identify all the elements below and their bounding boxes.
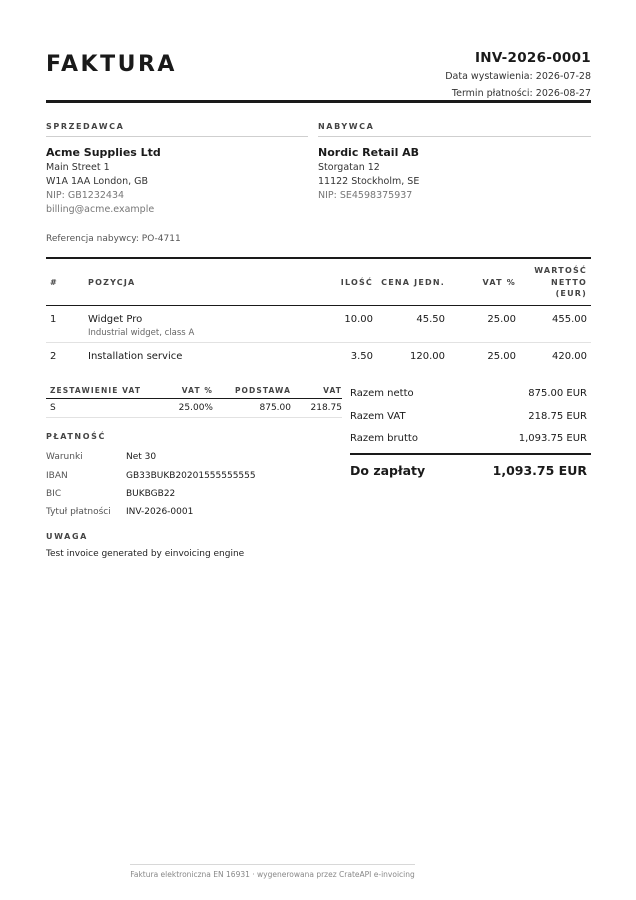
item-net-value: 420.00 [552,351,587,362]
amount-due-value: 1,093.75 EUR [492,462,587,478]
vat-category: S [50,403,56,413]
vat-column-category: ZESTAWIENIE VAT [50,386,142,395]
total-vat-row [350,406,591,429]
seller-address-line1: Main Street 1 [46,162,110,173]
column-header-vat: VAT % [482,278,516,287]
total-net-row [350,383,591,406]
vat-column-base: PODSTAWA [234,386,291,395]
due-date-label: Termin płatności: [451,88,533,99]
table-row [46,306,591,343]
seller-label: SPRZEDAWCA [46,122,308,137]
seller-tax-id: NIP: GB1232434 [46,190,125,201]
totals-block [350,383,591,483]
seller-address-line2: W1A 1AA London, GB [46,176,149,187]
total-vat-value: 218.75 EUR [528,410,587,422]
total-net-value: 875.00 EUR [528,388,587,399]
item-quantity: 10.00 [344,314,373,325]
buyer-label: NABYWCA [318,122,591,137]
line-items-table [46,257,591,369]
item-quantity: 3.50 [350,351,373,362]
bic-value: BUKBGB22 [126,489,176,499]
note-text: Test invoice generated by einvoicing engine [46,549,245,559]
item-name: Widget Pro [88,314,143,325]
table-row [46,343,591,369]
column-header-position: POZYCJA [88,278,136,287]
vat-summary-row [46,399,342,418]
iban-label: IBAN [46,471,68,481]
item-unit-price: 45.50 [416,314,445,325]
column-header-unit-price: CENA JEDN. [381,278,445,287]
item-vat-rate: 25.00 [487,314,516,325]
iban-value: GB33BUKB20201555555555 [126,471,256,481]
payment-title-label: Tytuł płatności [46,507,111,517]
vat-base: 875.00 [259,403,291,413]
vat-summary-header [46,382,342,399]
item-net-value: 455.00 [552,314,587,325]
header-divider [46,100,591,103]
buyer-block [318,122,591,201]
payment-terms-value: Net 30 [126,452,157,462]
amount-due-row [350,455,591,483]
note-label: UWAGA [46,532,88,541]
item-description: Industrial widget, class A [88,328,195,338]
total-net-label: Razem netto [350,388,414,399]
item-unit-price: 120.00 [410,351,445,362]
buyer-address-line1: Storgatan 12 [318,162,380,173]
vat-rate: 25.00% [178,403,213,413]
total-vat-label: Razem VAT [350,410,406,422]
issue-date [445,71,591,82]
document-title: FAKTURA [46,52,177,77]
column-header-number: # [50,278,58,287]
item-name: Installation service [88,351,183,362]
payment-terms-label: Warunki [46,452,83,462]
amount-due-label: Do zapłaty [350,462,426,478]
row-number: 1 [50,314,57,325]
seller-name: Acme Supplies Ltd [46,146,161,159]
seller-block [46,122,308,215]
buyer-name: Nordic Retail AB [318,146,420,159]
total-gross-value: 1,093.75 EUR [518,433,587,444]
buyer-address-line2: 11122 Stockholm, SE [318,176,420,187]
vat-column-amount: VAT [323,386,342,395]
payment-label: PŁATNOŚĆ [46,432,106,441]
vat-column-rate: VAT % [181,386,213,395]
vat-summary-table [46,382,342,418]
payment-title-value: INV-2026-0001 [126,507,194,517]
buyer-tax-id: NIP: SE4598375937 [318,190,413,201]
due-date-value: 2026-08-27 [535,88,591,99]
buyer-reference: Referencja nabywcy: PO-4711 [46,234,181,244]
item-vat-rate: 25.00 [487,351,516,362]
column-header-net-value: WARTOŚĆ NETTO (EUR) [534,266,587,298]
issue-date-value: 2026-07-28 [535,71,591,82]
total-gross-label: Razem brutto [350,433,418,444]
bic-label: BIC [46,489,62,499]
line-items-header [46,259,591,306]
due-date [452,88,591,99]
invoice-page [46,0,591,900]
seller-email: billing@acme.example [46,204,155,215]
issue-date-label: Data wystawienia: [445,71,533,82]
total-gross-row [350,428,591,451]
row-number: 2 [50,351,57,362]
invoice-number: INV-2026-0001 [474,50,591,66]
footer-text: Faktura elektroniczna EN 16931 · wygenerowana przez CrateAPI e-invoicing [130,864,415,879]
vat-amount: 218.75 [310,403,342,413]
column-header-quantity: ILOŚĆ [340,278,373,287]
